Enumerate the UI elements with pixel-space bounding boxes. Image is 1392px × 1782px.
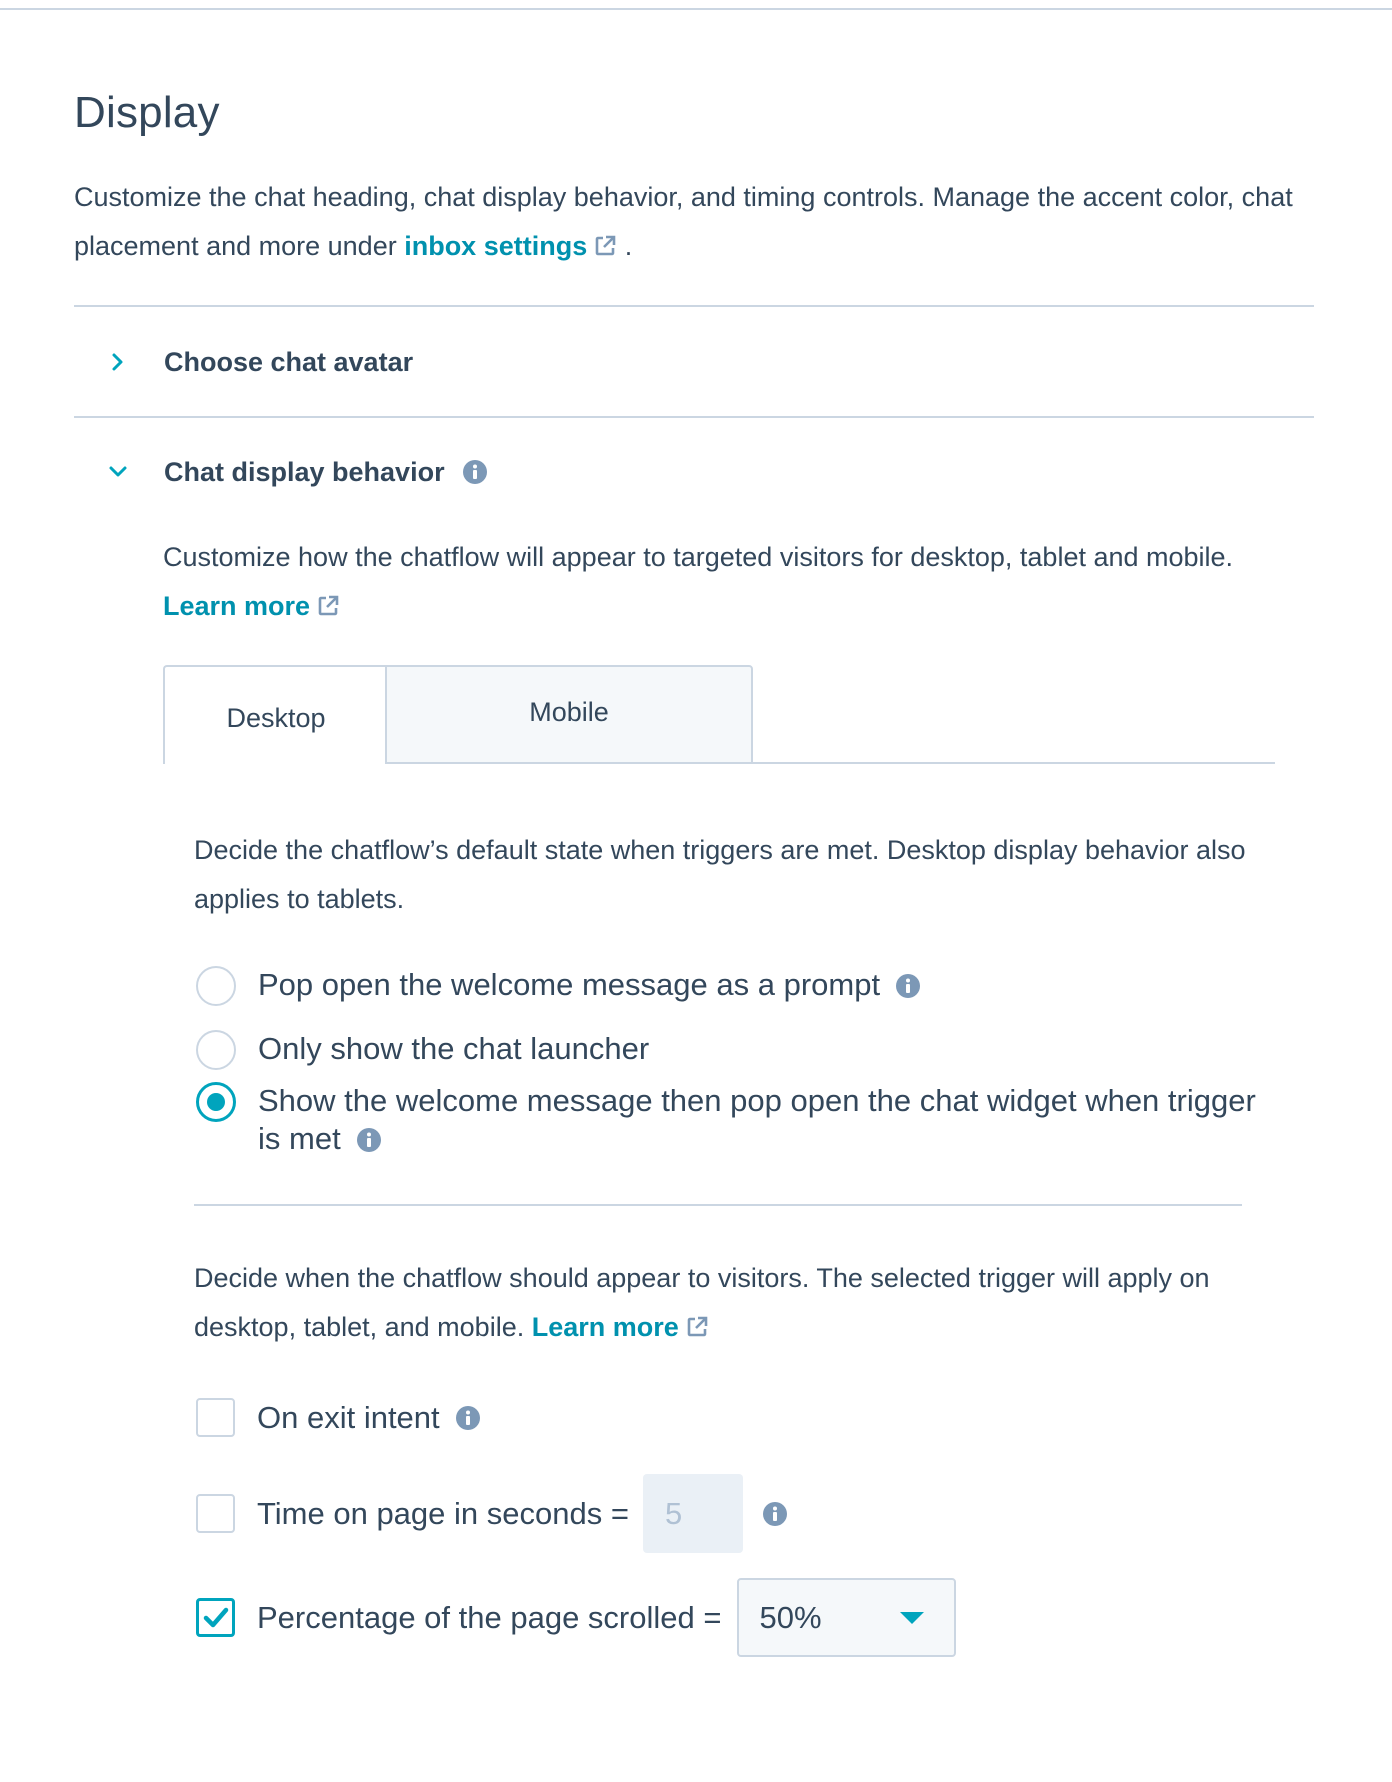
info-icon[interactable] bbox=[763, 1502, 787, 1526]
trigger-page-scrolled[interactable] bbox=[196, 1578, 956, 1657]
external-link-icon bbox=[685, 1315, 709, 1339]
info-icon[interactable] bbox=[357, 1128, 381, 1152]
description-text: Customize how the chatflow will appear to targeted visitors for desktop, tablet and mobile. bbox=[163, 542, 1234, 572]
accordion-divider bbox=[74, 416, 1314, 418]
info-icon[interactable] bbox=[456, 1406, 480, 1430]
inbox-settings-link-label: inbox settings bbox=[404, 231, 588, 261]
triggers-description bbox=[194, 1254, 1274, 1352]
checkbox-label: Time on page in seconds = bbox=[257, 1495, 629, 1531]
radio-button-selected[interactable] bbox=[196, 1082, 236, 1122]
trigger-exit-intent[interactable] bbox=[196, 1398, 480, 1437]
chevron-down-icon bbox=[106, 460, 130, 484]
checkbox-label: On exit intent bbox=[257, 1399, 440, 1435]
accordion-title: Choose chat avatar bbox=[164, 346, 414, 377]
checkbox-label: Percentage of the page scrolled = bbox=[257, 1599, 722, 1635]
page-title: Display bbox=[74, 88, 220, 137]
radio-option-pop-open-prompt[interactable] bbox=[196, 966, 920, 1006]
radio-label: Only show the chat launcher bbox=[258, 1031, 650, 1066]
scroll-percentage-select[interactable] bbox=[737, 1578, 956, 1657]
external-link-icon bbox=[316, 594, 340, 618]
learn-more-link[interactable] bbox=[532, 1312, 709, 1342]
device-tabs bbox=[163, 665, 1275, 764]
accordion-header-choose-chat-avatar[interactable] bbox=[74, 342, 413, 382]
seconds-input[interactable] bbox=[643, 1474, 743, 1553]
tab-mobile[interactable]: Mobile bbox=[385, 665, 753, 764]
top-divider bbox=[0, 8, 1392, 10]
intro-suffix: . bbox=[617, 231, 633, 261]
checkbox-checked[interactable] bbox=[196, 1598, 235, 1637]
display-behavior-description bbox=[163, 533, 1283, 631]
accordion-title: Chat display behavior bbox=[164, 456, 445, 487]
learn-more-label: Learn more bbox=[531, 1312, 679, 1342]
chevron-right-icon bbox=[106, 350, 130, 374]
info-icon[interactable] bbox=[896, 974, 920, 998]
intro-body: Customize the chat heading, chat display behavior, and timing controls. Manage the accent color, chat placement and more under bbox=[74, 182, 1293, 261]
intro-text bbox=[74, 173, 1324, 271]
radio-button[interactable] bbox=[196, 966, 236, 1006]
radio-option-only-launcher[interactable] bbox=[196, 1030, 649, 1070]
section-divider bbox=[194, 1204, 1242, 1206]
radio-label bbox=[258, 966, 920, 1004]
triggers-description-text: Decide when the chatflow should appear to visitors. The selected trigger will apply on desktop, tablet, and mobile. bbox=[194, 1263, 1210, 1342]
checkbox[interactable] bbox=[196, 1398, 235, 1437]
checkbox[interactable] bbox=[196, 1494, 235, 1533]
learn-more-link[interactable] bbox=[163, 591, 340, 621]
trigger-time-on-page[interactable] bbox=[196, 1474, 787, 1553]
radio-button[interactable] bbox=[196, 1030, 236, 1070]
radio-label-text: Show the welcome message then pop open the chat widget when trigger is met bbox=[258, 1083, 1256, 1156]
checkmark-icon bbox=[203, 1606, 229, 1630]
external-link-icon bbox=[593, 234, 617, 258]
info-icon[interactable] bbox=[463, 460, 487, 484]
select-value: 50% bbox=[759, 1599, 822, 1635]
radio-label-text: Pop open the welcome message as a prompt bbox=[258, 967, 881, 1002]
caret-down-icon bbox=[900, 1612, 924, 1624]
learn-more-label: Learn more bbox=[163, 591, 311, 621]
default-state-description: Decide the chatflow’s default state when triggers are met. Desktop display behavior also applies to tablets. bbox=[194, 835, 1246, 914]
radio-option-welcome-then-widget[interactable] bbox=[196, 1082, 1276, 1158]
accordion-header-chat-display-behavior[interactable] bbox=[74, 452, 487, 492]
tab-desktop[interactable]: Desktop bbox=[163, 665, 387, 764]
radio-label bbox=[258, 1082, 1276, 1158]
accordion-divider-top bbox=[74, 305, 1314, 307]
inbox-settings-link[interactable] bbox=[404, 231, 617, 261]
